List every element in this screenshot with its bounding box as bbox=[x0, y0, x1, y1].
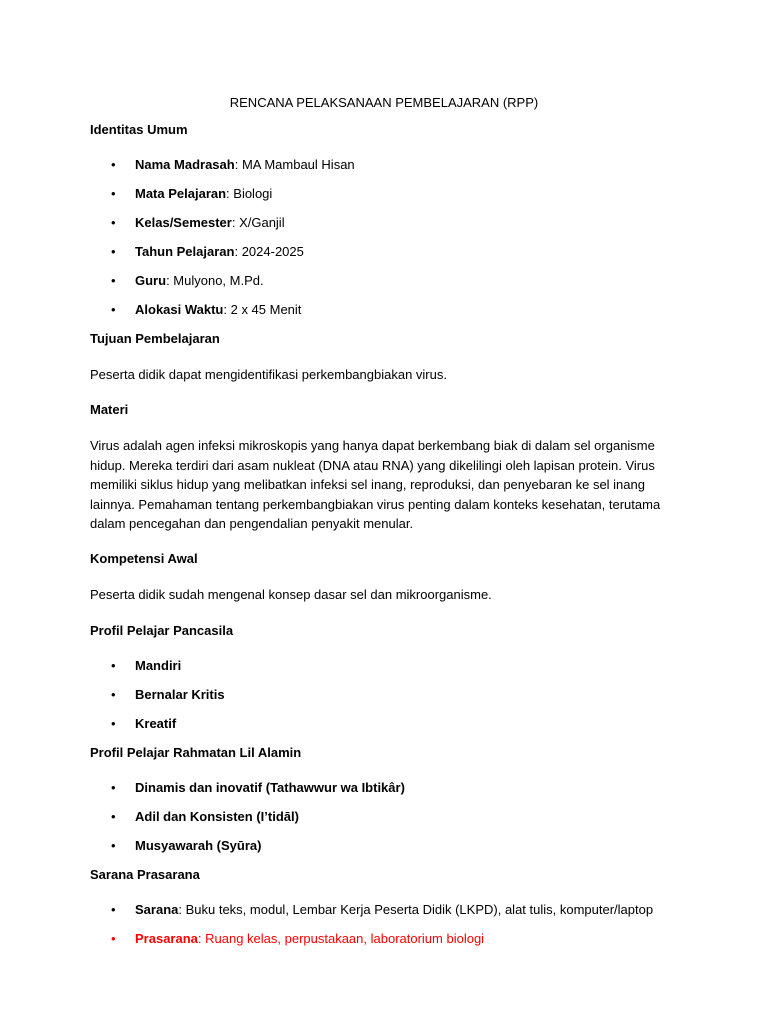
list-item bbox=[90, 837, 680, 855]
list-item bbox=[90, 901, 680, 919]
list-item bbox=[90, 185, 680, 203]
list-item bbox=[90, 930, 680, 948]
identitas-value: : 2024-2025 bbox=[234, 244, 304, 259]
materi-heading: Materi bbox=[90, 402, 129, 418]
sarana-heading: Sarana Prasarana bbox=[90, 866, 200, 882]
identitas-value: : 2 x 45 Menit bbox=[223, 302, 302, 317]
pancasila-heading: Profil Pelajar Pancasila bbox=[90, 622, 234, 638]
prasarana-value: : Ruang kelas, perpustakaan, laboratorium biologi bbox=[197, 930, 485, 946]
bullet-icon: • bbox=[111, 657, 116, 673]
identitas-label: Kelas/Semester bbox=[135, 215, 232, 230]
list-item bbox=[90, 301, 680, 319]
rahmatan-item: Dinamis dan inovatif (Tathawwur wa Ibtikâr) bbox=[135, 779, 405, 795]
rahmatan-list bbox=[90, 779, 680, 855]
bullet-icon: • bbox=[111, 273, 116, 288]
list-item bbox=[90, 156, 680, 174]
sarana-list bbox=[90, 901, 680, 948]
bullet-icon: • bbox=[111, 837, 116, 853]
identitas-value: : Mulyono, M.Pd. bbox=[166, 273, 264, 288]
identitas-label: Nama Madrasah bbox=[135, 157, 235, 172]
list-item bbox=[90, 272, 680, 290]
tujuan-heading: Tujuan Pembelajaran bbox=[90, 331, 220, 346]
materi-text: Virus adalah agen infeksi mikroskopis yang hanya dapat berkembang biak di dalam sel organisme hidup. Mereka terdiri dari asam nukleat (DNA atau RNA) yang dikelilingi oleh lapisan protein. Virus memiliki siklus hidup yang melibatkan infeksi sel inang, reproduksi, dan penyebaran ke sel inang lainnya. Pemahaman tentang perkembangbiakan virus penting dalam konteks kesehatan, terutama dalam pencegahan dan pengendalian penyakit menular. bbox=[90, 438, 661, 532]
bullet-icon: • bbox=[111, 157, 116, 172]
identitas-label: Mata Pelajaran bbox=[135, 186, 227, 201]
list-item bbox=[90, 808, 680, 826]
list-item bbox=[90, 214, 680, 232]
identitas-list bbox=[90, 156, 680, 319]
bullet-icon: • bbox=[111, 808, 116, 824]
document-title: RENCANA PELAKSANAAN PEMBELAJARAN (RPP) bbox=[229, 95, 539, 110]
identitas-value: : X/Ganjil bbox=[231, 215, 285, 230]
identitas-value: : Biologi bbox=[226, 186, 273, 201]
bullet-icon: • bbox=[111, 302, 116, 317]
bullet-icon: • bbox=[111, 930, 116, 946]
identitas-label: Guru bbox=[135, 273, 167, 288]
bullet-icon: • bbox=[111, 779, 116, 795]
kompetensi-text: Peserta didik sudah mengenal konsep dasar sel dan mikroorganisme. bbox=[90, 587, 492, 603]
document-body bbox=[90, 121, 680, 959]
identitas-heading: Identitas Umum bbox=[90, 122, 188, 137]
identitas-label: Alokasi Waktu bbox=[135, 302, 224, 317]
rahmatan-item: Adil dan Konsisten (I’tidāl) bbox=[135, 808, 299, 824]
prasarana-label: Prasarana bbox=[135, 930, 198, 946]
bullet-icon: • bbox=[111, 901, 116, 917]
pancasila-item: Kreatif bbox=[135, 715, 177, 731]
list-item bbox=[90, 715, 680, 733]
identitas-label: Tahun Pelajaran bbox=[135, 244, 235, 259]
sarana-value: : Buku teks, modul, Lembar Kerja Peserta Didik (LKPD), alat tulis, komputer/laptop bbox=[178, 901, 654, 917]
list-item bbox=[90, 243, 680, 261]
rahmatan-heading: Profil Pelajar Rahmatan Lil Alamin bbox=[90, 744, 302, 760]
bullet-icon: • bbox=[111, 244, 116, 259]
bullet-icon: • bbox=[111, 186, 116, 201]
tujuan-text: Peserta didik dapat mengidentifikasi perkembangbiakan virus. bbox=[90, 367, 447, 382]
rahmatan-item: Musyawarah (Syūra) bbox=[135, 837, 262, 853]
identitas-value: : MA Mambaul Hisan bbox=[234, 157, 355, 172]
pancasila-item: Bernalar Kritis bbox=[135, 686, 225, 702]
bullet-icon: • bbox=[111, 715, 116, 731]
kompetensi-heading: Kompetensi Awal bbox=[90, 551, 198, 567]
list-item bbox=[90, 686, 680, 704]
bullet-icon: • bbox=[111, 215, 116, 230]
pancasila-list bbox=[90, 657, 680, 733]
list-item bbox=[90, 657, 680, 675]
sarana-label: Sarana bbox=[135, 901, 179, 917]
pancasila-item: Mandiri bbox=[135, 657, 182, 673]
bullet-icon: • bbox=[111, 686, 116, 702]
list-item bbox=[90, 779, 680, 797]
